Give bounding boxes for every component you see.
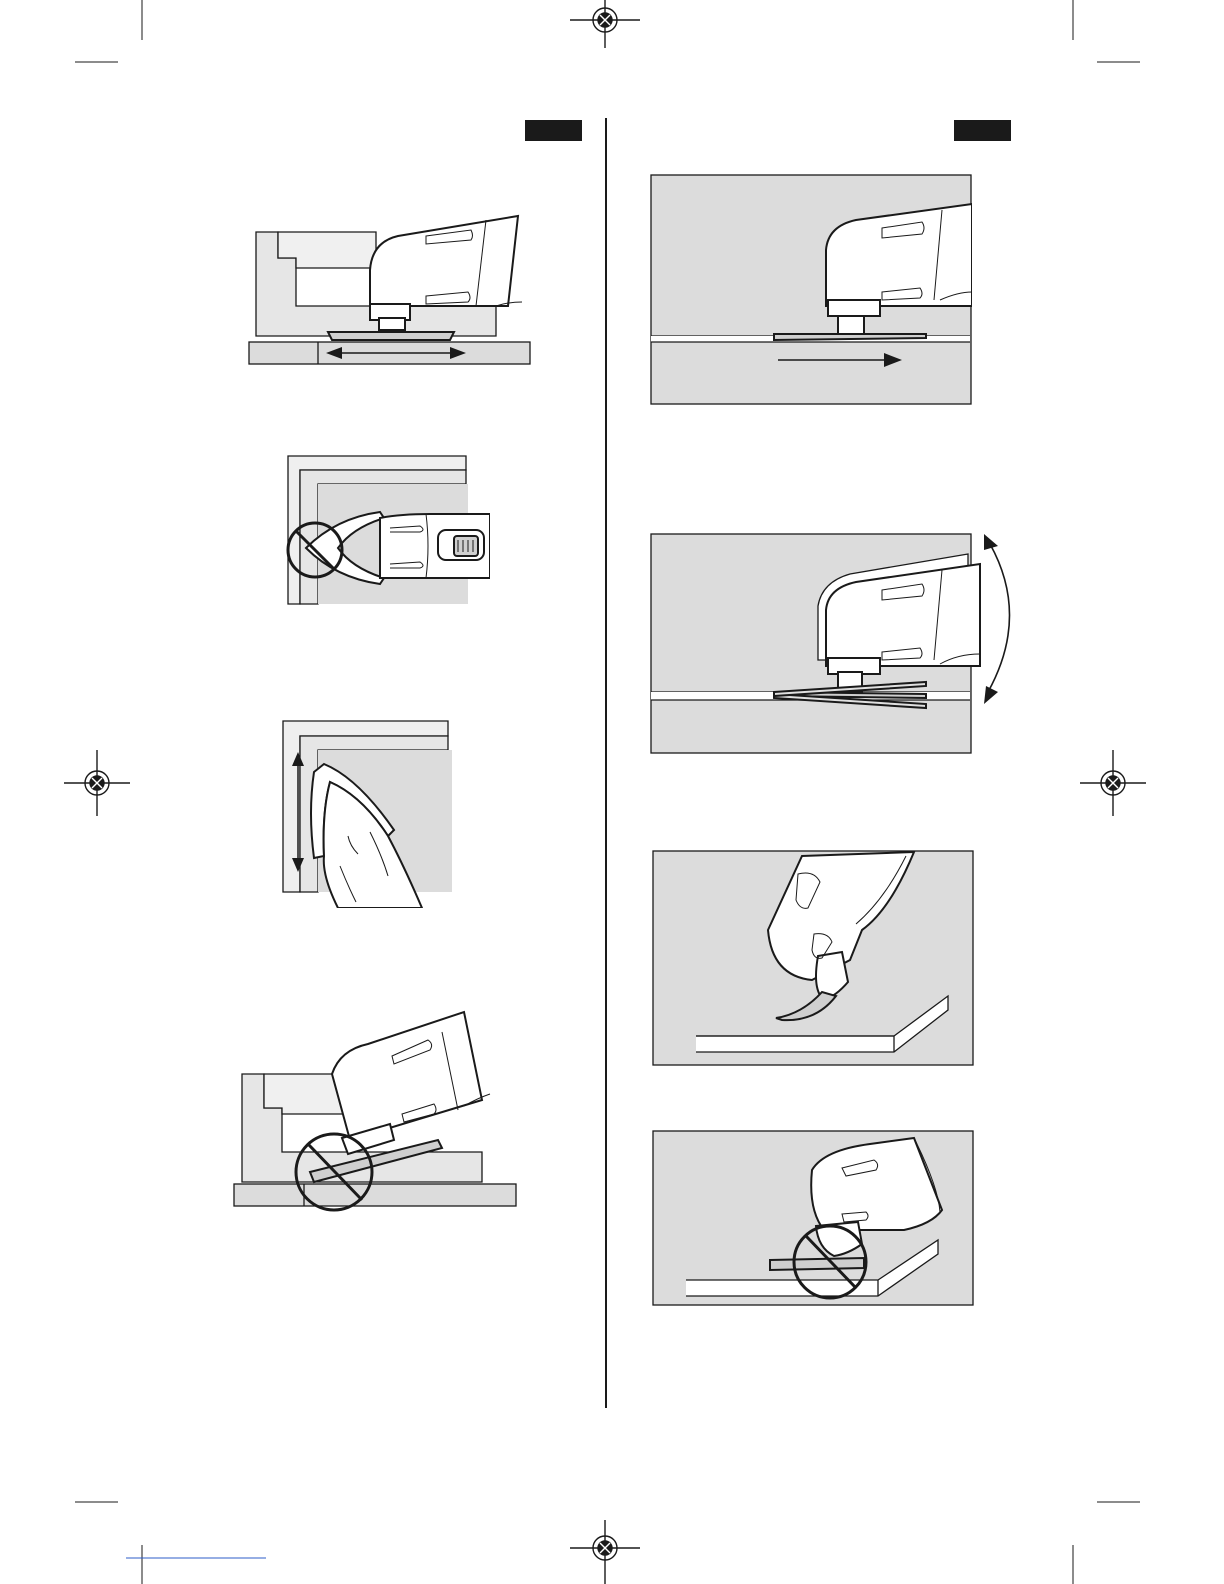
figure-edge-sanding: [278, 716, 462, 908]
figure-scraper-angled: [652, 850, 976, 1068]
registration-target-icon: [570, 1520, 640, 1584]
figure-flush-cut-rocking: [650, 526, 1022, 756]
registration-target-icon: [64, 750, 130, 816]
language-tab-right: [954, 120, 1011, 141]
figure-tilted-pad-prohibited: [232, 1010, 520, 1214]
figure-flush-cut-forward: [650, 174, 972, 406]
figure-scraper-flat-prohibited: [652, 1130, 976, 1308]
figure-corner-tip-prohibited: [280, 448, 490, 612]
registration-target-icon: [570, 0, 640, 48]
figure-flat-sanding: [246, 210, 536, 370]
curved-double-arrow-icon: [984, 534, 1010, 704]
registration-target-icon: [1080, 750, 1146, 816]
language-tab-left: [525, 120, 582, 141]
